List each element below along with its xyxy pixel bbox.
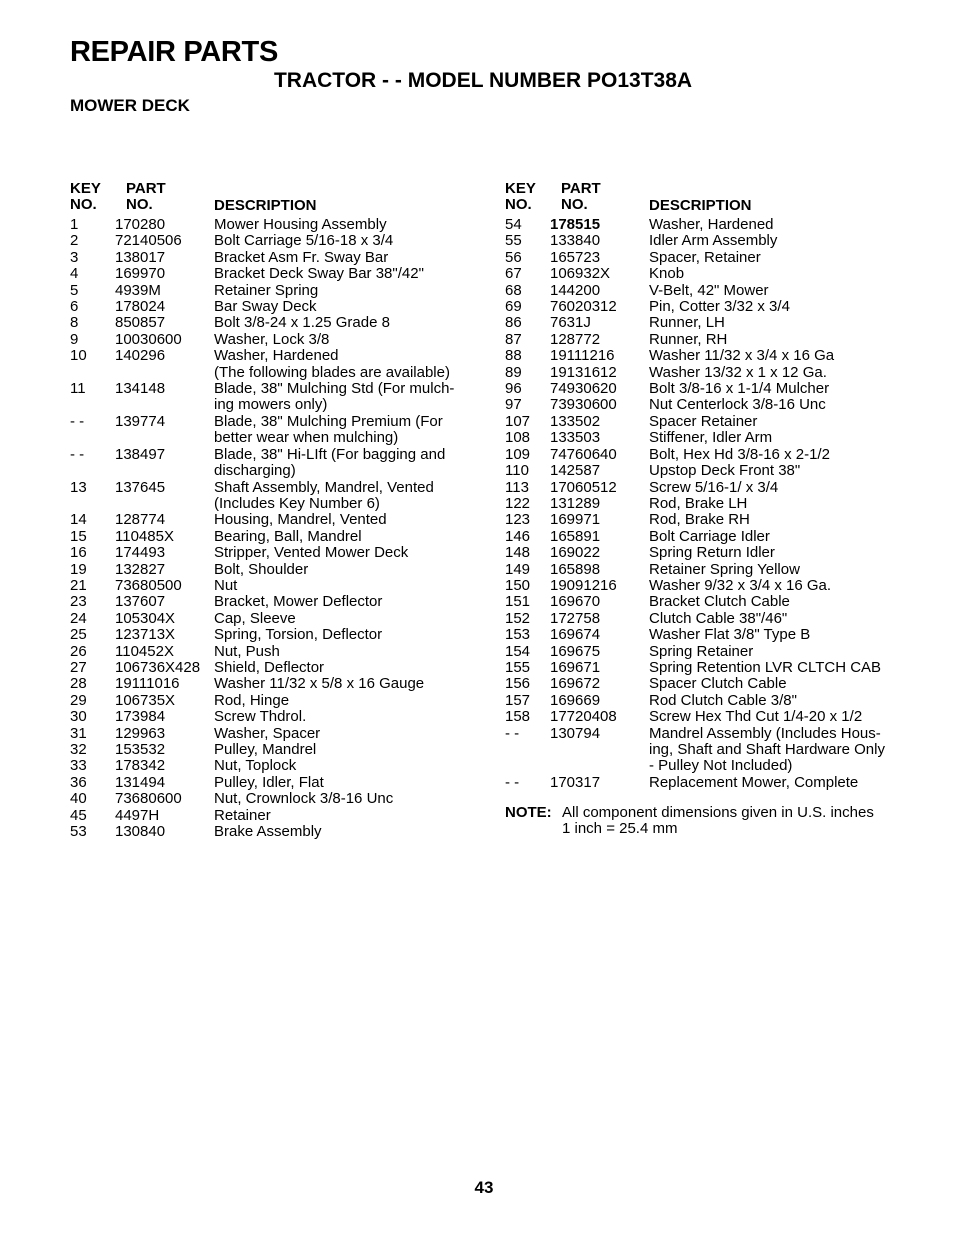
part-description: Washer, Lock 3/8 [214,330,330,348]
part-description: Nut [214,576,238,594]
part-number: 173984 [115,708,166,726]
table-row [505,627,905,643]
part-number: 106735X [115,691,176,709]
part-description: Mower Housing Assembly [214,216,387,233]
table-row [70,775,490,791]
key-number: 89 [505,363,522,381]
part-description: Washer, Hardened [649,216,774,233]
page-number: 43 [474,1178,494,1197]
key-number: 123 [505,511,531,529]
key-number: 86 [505,314,522,332]
part-number: 165891 [550,527,601,545]
part-description: Shield, Deflector [214,658,325,676]
key-number: 27 [70,658,87,676]
model-subtitle: TRACTOR - - MODEL NUMBER PO13T38A [273,69,693,92]
part-description: - Pulley Not Included) [649,757,793,775]
part-number: 131494 [115,773,166,791]
key-number: 154 [505,642,531,660]
part-description: Bracket Deck Sway Bar 38"/42" [214,265,424,283]
table-row [70,332,490,348]
part-description: Nut Centerlock 3/8-16 Unc [649,396,826,414]
part-description: Retainer Spring Yellow [649,560,800,578]
key-number: 157 [505,691,531,709]
table-row [70,496,490,512]
part-number: 106736X428 [115,658,201,676]
part-description: Brake Assembly [214,823,322,841]
key-number: 40 [70,790,87,808]
part-number: 133502 [550,412,601,430]
part-description: Replacement Mower, Complete [649,773,859,791]
key-number: 69 [505,298,522,316]
part-number: 142587 [550,462,601,480]
part-description: Bar Sway Deck [214,298,317,316]
part-number: 169671 [550,658,601,676]
part-number: 169674 [550,626,601,644]
key-number: 10 [70,347,87,365]
dimension-note [505,805,905,837]
part-description: Retainer Spring [214,281,319,299]
table-row [505,709,905,725]
table-row [505,397,905,413]
table-row [505,266,905,282]
table-row [505,283,905,299]
table-row [70,463,490,479]
part-description: Washer, Hardened [214,347,339,365]
part-description: Washer 11/32 x 5/8 x 16 Gauge [214,675,425,693]
table-row [505,430,905,446]
part-number: 132827 [115,560,166,578]
part-description: Nut, Toplock [214,757,297,775]
key-number: 96 [505,380,522,398]
table-row [70,266,490,282]
part-description: Washer Flat 3/8" Type B [649,626,811,644]
table-row [70,381,490,397]
note-line-1: All component dimensions given in U.S. inches [562,804,874,822]
key-number: 110 [505,462,529,480]
table-row [505,758,905,774]
key-number: 97 [505,396,522,414]
part-number: 110485X [115,527,174,545]
key-number: 150 [505,576,531,594]
table-row [505,348,905,364]
key-number: 152 [505,609,531,627]
key-number: 24 [70,609,87,627]
part-number: 10030600 [115,330,182,348]
table-row [70,627,490,643]
table-row [70,791,490,807]
table-row [505,250,905,266]
part-number: 19091216 [550,576,617,594]
table-row [505,233,905,249]
part-number: 850857 [115,314,166,332]
part-number: 178515 [550,216,601,233]
part-description: Knob [649,265,685,283]
description-header: DESCRIPTION [649,197,752,214]
table-row [505,594,905,610]
table-row [505,480,905,496]
part-number: 165898 [550,560,601,578]
key-no-header: KEY NO. [505,180,536,213]
table-row [505,315,905,331]
table-row [505,447,905,463]
part-number: 169971 [550,511,601,529]
part-number: 169970 [115,265,166,283]
part-number: 169022 [550,544,601,562]
part-no-header: PART NO. [126,180,166,213]
key-number: 9 [70,330,79,348]
table-row [70,250,490,266]
table-row [505,742,905,758]
part-description: Nut, Push [214,642,280,660]
part-number: 170317 [550,773,601,791]
parts-list-right [505,217,905,791]
table-row [70,512,490,528]
key-number: 36 [70,773,87,791]
table-row [70,299,490,315]
note-line-2: 1 inch = 25.4 mm [562,820,678,838]
part-description: Cap, Sleeve [214,609,296,627]
table-row [70,693,490,709]
table-row [505,217,905,233]
part-number: 72140506 [115,232,182,250]
part-number: 129963 [115,724,166,742]
key-number: 15 [70,527,87,545]
key-number: 113 [505,478,529,496]
key-number: 11 [70,380,86,398]
table-row [70,726,490,742]
part-description: Spacer Clutch Cable [649,675,787,693]
key-number: 153 [505,626,531,644]
table-row [505,496,905,512]
part-description: discharging) [214,462,296,480]
key-number: 53 [70,823,87,841]
part-description: Bolt, Shoulder [214,560,309,578]
key-number: 87 [505,330,522,348]
part-description: Spacer, Retainer [649,248,761,266]
key-number: - - [70,445,85,463]
table-row [505,529,905,545]
part-description: Idler Arm Assembly [649,232,778,250]
part-description: better wear when mulching) [214,429,399,447]
key-number: 13 [70,478,87,496]
key-number: - - [70,412,85,430]
table-row [70,824,490,840]
part-description: Bearing, Ball, Mandrel [214,527,362,545]
key-number: 32 [70,741,87,758]
part-number: 140296 [115,347,166,365]
part-number: 73930600 [550,396,617,414]
part-description: Bracket Clutch Cable [649,593,790,611]
key-number: 21 [70,576,87,594]
key-number: 122 [505,494,531,512]
key-number: 28 [70,675,87,693]
table-row [505,578,905,594]
part-number: 169675 [550,642,601,660]
key-no-header: KEY NO. [70,180,101,213]
part-no-header: PART NO. [561,180,601,213]
table-row [70,758,490,774]
part-description: Clutch Cable 38"/46" [649,609,788,627]
table-row [70,578,490,594]
table-row [505,660,905,676]
key-number: 16 [70,544,87,562]
table-row [505,644,905,660]
page-title: REPAIR PARTS [70,36,279,68]
part-description: Nut, Crownlock 3/8-16 Unc [214,790,394,808]
table-row [70,365,490,381]
part-number: 165723 [550,248,601,266]
part-description: Pin, Cotter 3/32 x 3/4 [649,298,790,316]
table-row [70,397,490,413]
table-row [70,594,490,610]
key-number: - - [505,773,520,791]
part-number: 74760640 [550,445,617,463]
part-description: V-Belt, 42" Mower [649,281,769,299]
key-number: 67 [505,265,522,283]
part-description: Rod, Brake RH [649,511,750,529]
table-row [70,430,490,446]
table-row [70,562,490,578]
table-row [505,414,905,430]
part-description: Bracket Asm Fr. Sway Bar [214,248,389,266]
table-row [505,512,905,528]
part-number: 169670 [550,593,601,611]
key-number: 68 [505,281,522,299]
part-description: Spring Retention LVR CLTCH CAB [649,658,882,676]
part-description: Runner, LH [649,314,725,332]
section-heading: MOWER DECK [70,96,190,115]
part-description: Bolt Carriage 5/16-18 x 3/4 [214,232,394,250]
table-row [505,562,905,578]
table-row [505,299,905,315]
part-description: Blade, 38" Mulching Premium (For [214,412,443,430]
part-description: Screw 5/16-1/ x 3/4 [649,478,779,496]
part-number: 133503 [550,429,601,447]
part-description: Mandrel Assembly (Includes Hous- [649,724,881,742]
part-description: Pulley, Idler, Flat [214,773,324,791]
part-description: Washer 13/32 x 1 x 12 Ga. [649,363,827,381]
part-number: 123713X [115,626,176,644]
table-row [70,529,490,545]
description-header: DESCRIPTION [214,197,317,214]
key-number: 19 [70,560,87,578]
part-number: 153532 [115,741,166,758]
part-number: 138497 [115,445,166,463]
table-row [70,611,490,627]
part-number: 76020312 [550,298,617,316]
part-number: 144200 [550,281,601,299]
key-number: 3 [70,248,79,266]
key-number: 56 [505,248,522,266]
parts-table-right [505,181,905,837]
table-header [505,181,905,217]
part-description: Screw Hex Thd Cut 1/4-20 x 1/2 [649,708,863,726]
part-number: 19131612 [550,363,617,381]
key-number: 146 [505,527,531,545]
table-row [70,414,490,430]
part-number: 137607 [115,593,166,611]
table-row [70,315,490,331]
part-number: 19111016 [115,675,180,693]
part-number: 73680500 [115,576,182,594]
part-description: Blade, 38" Mulching Std (For mulch- [214,380,455,398]
table-row [70,447,490,463]
part-number: 128772 [550,330,601,348]
table-row [505,463,905,479]
part-number: 138017 [115,248,166,266]
part-description: Blade, 38" Hi-LIft (For bagging and [214,445,446,463]
part-description: Retainer [214,806,271,824]
key-number: 25 [70,626,87,644]
part-description: Spacer Retainer [649,412,758,430]
key-number: 30 [70,708,87,726]
part-description: Washer 9/32 x 3/4 x 16 Ga. [649,576,832,594]
part-description: Housing, Mandrel, Vented [214,511,387,529]
table-row [70,348,490,364]
part-number: 178342 [115,757,166,775]
table-row [70,808,490,824]
part-description: Washer 11/32 x 3/4 x 16 Ga [649,347,835,365]
part-number: 4497H [115,806,160,824]
key-number: 55 [505,232,522,250]
part-number: 169672 [550,675,601,693]
table-row [505,332,905,348]
part-number: 74930620 [550,380,617,398]
part-number: 169669 [550,691,601,709]
key-number: 109 [505,445,531,463]
part-description: Washer, Spacer [214,724,321,742]
table-row [505,726,905,742]
part-number: 4939M [115,281,161,299]
part-number: 105304X [115,609,176,627]
part-number: 172758 [550,609,601,627]
table-row [70,742,490,758]
part-description: Bolt Carriage Idler [649,527,770,545]
part-description: Rod Clutch Cable 3/8" [649,691,797,709]
part-description: Bolt 3/8-24 x 1.25 Grade 8 [214,314,390,332]
key-number: 14 [70,511,87,529]
key-number: 1 [70,216,79,233]
part-number: 110452X [115,642,174,660]
note-label: NOTE: [505,804,552,822]
key-number: 107 [505,412,531,430]
key-number: 31 [70,724,87,742]
key-number: 88 [505,347,522,365]
key-number: 45 [70,806,87,824]
part-number: 174493 [115,544,166,562]
key-number: 8 [70,314,79,332]
part-number: 17720408 [550,708,617,726]
part-number: 139774 [115,412,166,430]
table-row [505,775,905,791]
key-number: 29 [70,691,87,709]
table-row [70,233,490,249]
key-number: - - [505,724,520,742]
part-description: Runner, RH [649,330,728,348]
part-number: 130794 [550,724,601,742]
key-number: 26 [70,642,87,660]
key-number: 155 [505,658,531,676]
part-description: ing, Shaft and Shaft Hardware Only [649,741,885,758]
part-number: 7631J [550,314,591,332]
key-number: 23 [70,593,87,611]
table-row [70,545,490,561]
table-row [505,611,905,627]
part-number: 130840 [115,823,166,841]
part-description: Bracket, Mower Deflector [214,593,383,611]
part-description: (Includes Key Number 6) [214,494,380,512]
part-number: 178024 [115,298,166,316]
part-description: Bolt, Hex Hd 3/8-16 x 2-1/2 [649,445,830,463]
key-number: 158 [505,708,531,726]
parts-table-left [70,181,490,840]
table-row [70,480,490,496]
table-row [505,693,905,709]
part-number: 73680600 [115,790,182,808]
part-description: Stiffener, Idler Arm [649,429,773,447]
key-number: 149 [505,560,531,578]
table-row [70,217,490,233]
part-description: Upstop Deck Front 38" [649,462,801,480]
table-row [505,381,905,397]
table-row [70,660,490,676]
part-description: (The following blades are available) [214,363,450,381]
part-description: Pulley, Mandrel [214,741,317,758]
parts-list-left [70,217,490,840]
part-number: 170280 [115,216,166,233]
key-number: 108 [505,429,531,447]
part-description: Spring Retainer [649,642,754,660]
table-header [70,181,490,217]
key-number: 151 [505,593,531,611]
table-row [70,283,490,299]
part-description: Spring Return Idler [649,544,775,562]
part-number: 137645 [115,478,166,496]
table-row [505,676,905,692]
part-description: Stripper, Vented Mower Deck [214,544,409,562]
key-number: 2 [70,232,79,250]
part-description: Bolt 3/8-16 x 1-1/4 Mulcher [649,380,830,398]
key-number: 54 [505,216,522,233]
part-number: 19111216 [550,347,615,365]
key-number: 4 [70,265,79,283]
part-number: 131289 [550,494,601,512]
table-row [505,365,905,381]
table-row [70,709,490,725]
part-description: Screw Thdrol. [214,708,307,726]
part-number: 106932X [550,265,611,283]
part-number: 17060512 [550,478,617,496]
key-number: 33 [70,757,87,775]
part-description: Shaft Assembly, Mandrel, Vented [214,478,434,496]
part-description: Rod, Hinge [214,691,290,709]
part-number: 133840 [550,232,601,250]
table-row [70,644,490,660]
part-number: 134148 [115,380,166,398]
part-description: ing mowers only) [214,396,328,414]
part-number: 128774 [115,511,166,529]
part-description: Spring, Torsion, Deflector [214,626,383,644]
part-description: Rod, Brake LH [649,494,748,512]
key-number: 148 [505,544,531,562]
table-row [70,676,490,692]
key-number: 5 [70,281,79,299]
key-number: 156 [505,675,531,693]
key-number: 6 [70,298,79,316]
table-row [505,545,905,561]
